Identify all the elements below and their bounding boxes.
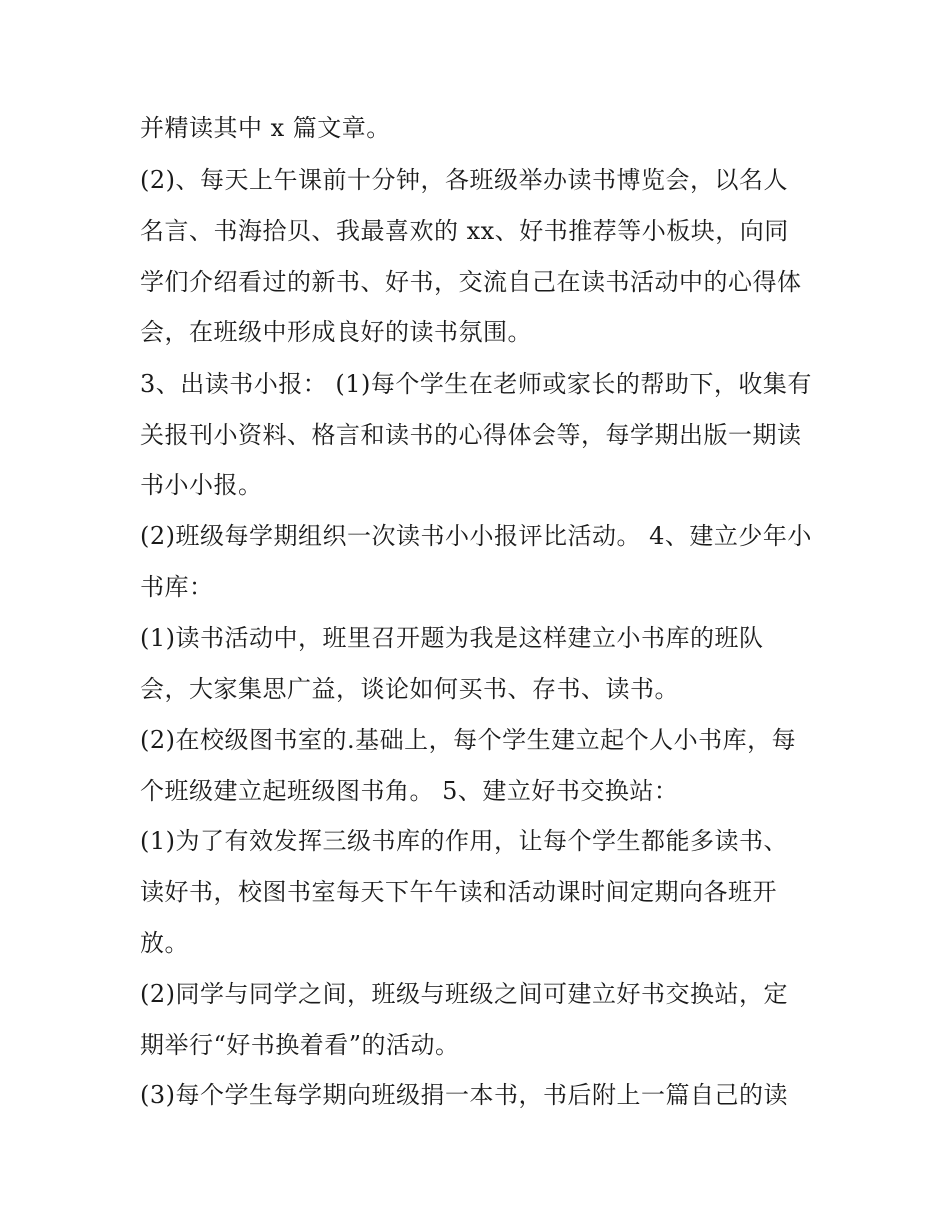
text-line: (1)读书活动中，班里召开题为我是这样建立小书库的班队 [140,624,764,652]
text-line: (1)为了有效发挥三级书库的作用，让每个学生都能多读书、 [140,827,788,855]
text-line: 期举行“好书换着看”的活动。 [140,1031,460,1059]
text-line: (2)在校级图书室的.基础上，每个学生建立起个人小书库，每 [140,726,797,754]
text-line: 会，在班级中形成良好的读书氛围。 [140,318,532,346]
text-line: 读好书，校图书室每天下午午读和活动课时间定期向各班开 [140,878,777,906]
text-line: (2)同学与同学之间，班级与班级之间可建立好书交换站，定 [140,980,788,1008]
text-line: 关报刊小资料、格言和读书的心得体会等，每学期出版一期读 [140,421,802,449]
text-line: 书小小报。 [140,471,263,499]
text-line: 3、出读书小报： (1)每个学生在老师或家长的帮助下，收集有 [140,370,812,398]
text-line: 会，大家集思广益，谈论如何买书、存书、读书。 [140,675,679,703]
text-line: 书库： [140,573,214,601]
text-line: (3)每个学生每学期向班级捐一本书，书后附上一篇自己的读 [140,1081,788,1109]
text-line: (2)、每天上午课前十分钟，各班级举办读书博览会，以名人 [140,166,788,194]
text-line: 名言、书海拾贝、我最喜欢的 xx、好书推荐等小板块，向同 [140,217,789,245]
text-line: 个班级建立起班级图书角。 5、建立好书交换站： [140,777,679,805]
text-line: (2)班级每学期组织一次读书小小报评比活动。 4、建立少年小 [140,522,812,550]
text-line: 放。 [140,929,189,957]
text-line: 并精读其中 x 篇文章。 [140,114,391,142]
text-line: 学们介绍看过的新书、好书，交流自己在读书活动中的心得体 [140,268,802,296]
